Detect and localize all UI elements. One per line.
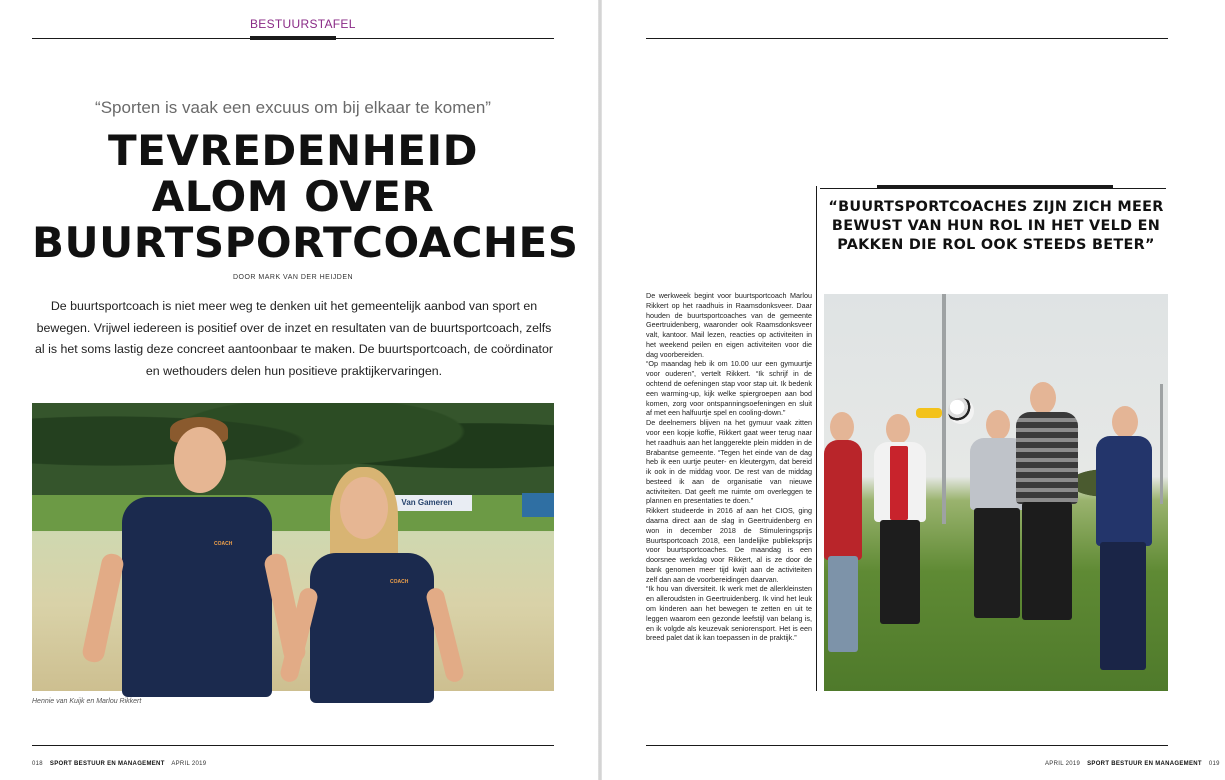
ball: [948, 398, 974, 424]
intro-paragraph: De buurtsportcoach is niet meer weg te denken uit het gemeentelijk aanbod van sport en bewegen. Vrijwel iedereen is positief over de inzet en resultaten van de buurtsportcoach, zelfs al is het soms lastig deze concreet aantoonbaar te maken. De buurtsportcoach, de coördinator en wethouders delen hun positieve praktijkervaringen.: [35, 299, 553, 378]
kid-shirt-stripe: [890, 446, 908, 520]
shirt-logo: COACH: [390, 579, 409, 585]
face: [1112, 406, 1138, 438]
pull-quote-bar: [877, 185, 1113, 189]
face: [886, 414, 910, 444]
face: [340, 477, 388, 539]
shirt: [122, 497, 272, 697]
body-column: [646, 291, 812, 643]
section-tag-bar: [250, 36, 336, 40]
magazine-name: SPORT BESTUUR EN MANAGEMENT: [1087, 761, 1202, 767]
headline-line-1: TEVREDENHEID: [108, 126, 478, 175]
byline: DOOR MARK VAN DER HEIJDEN: [232, 274, 354, 281]
face: [986, 410, 1010, 440]
page-number: 019: [1208, 761, 1220, 767]
kid-shirt: [824, 440, 862, 560]
kid-legs: [1022, 502, 1072, 620]
shirt-logo: COACH: [214, 541, 233, 547]
top-rule: [646, 38, 1168, 39]
footer-rule: [32, 745, 554, 746]
coach-female: [290, 467, 460, 697]
coaches-photo: [32, 403, 554, 691]
sponsor-banner: Van Gameren: [382, 495, 472, 511]
kid-legs: [880, 520, 920, 624]
face: [1030, 382, 1056, 414]
photo-caption: Hennie van Kuijk en Marlou Rikkert: [32, 698, 142, 705]
right-page: [602, 0, 1220, 780]
kid-legs: [828, 556, 858, 652]
section-tag: BESTUURSTAFEL: [250, 17, 356, 31]
article-quote: “Sporten is vaak een excuus om bij elkaar te komen”: [95, 98, 491, 117]
face: [830, 412, 854, 442]
headline: [32, 126, 579, 267]
light-pole: [942, 294, 946, 524]
body-paragraph: De werkweek begint voor buurtsportcoach Marlou Rikkert op het raadhuis in Raamsdonksveer. Daar houden de buurtsportcoaches van de gemeente Geertruidenberg, waaronder ook Raamsdonksveer valt, kantoor. Mail lezen, reacties op activiteiten in het weekend peilen en eigen activiteiten voor die dag voorbereiden.: [646, 291, 812, 359]
shirt: [310, 553, 434, 703]
left-page: [0, 0, 598, 780]
kid-shirt: [1016, 412, 1078, 504]
body-paragraph: Rikkert studeerde in 2016 af aan het CIOS, ging daarna direct aan de slag in Geertruidenberg en won in december 2018 de Stimuleringsprijs Buurtsportcoach 2018, een landelijke publieksprijs voor buurtsportcoaches. De maandag is een doorsnee werkdag voor Rikkert, al is ze door de bank genomen meer tijd kwijt aan de activiteiten zelf dan aan de voorbereidingen daarvan.: [646, 506, 812, 584]
page-number: 018: [32, 761, 43, 767]
footer-rule: [646, 745, 1168, 746]
korfball-basket: [916, 408, 942, 418]
issue-date: APRIL 2019: [1045, 761, 1081, 767]
kid-legs: [1100, 542, 1146, 670]
sponsor-banner-blue: [522, 493, 554, 517]
pull-quote-divider: [816, 186, 817, 691]
pull-quote: “BUURTSPORTCOACHES ZIJN ZICH MEER BEWUST VAN HUN ROL IN HET VELD EN PAKKEN DIE ROL OOK STEEDS BETER”: [828, 199, 1164, 253]
face: [174, 427, 226, 493]
coach-male: [92, 413, 292, 693]
body-paragraph: “Ik hou van diversiteit. Ik werk met de allerkleinsten en alleroudsten in Geertruidenberg. Ik vind het leuk om kinderen aan het bewegen te zetten en uit te leggen waarom een gezonde leefstijl van belang is, en ik volgde als keuzevak seniorensport. Het is een breed palet dat ik kan toepassen in de praktijk.”: [646, 584, 812, 643]
body-paragraph: De deelnemers blijven na het gymuur vaak zitten voor een kopje koffie, Rikkert gaat weer terug naar het raadhuis aan het langgerekte plein midden in de Brabantse gemeente. “Tegen het einde van de dag heb ik een uurtje peuter- en kleutergym, dat bereid ik ook in de middag voor. De rest van de middag besteed ik aan de organisatie van nieuwe activiteiten. Dat geeft me ruimte om overleggen te plannen en presentaties te doen.”: [646, 418, 812, 506]
magazine-name: SPORT BESTUUR EN MANAGEMENT: [49, 761, 165, 767]
kid-legs: [974, 508, 1020, 618]
headline-line-2: ALOM OVER: [151, 172, 435, 221]
footer-right: [1045, 761, 1225, 767]
left-arm: [81, 552, 125, 664]
kids-photo: [824, 294, 1168, 691]
footer-left: [32, 761, 211, 767]
issue-date: APRIL 2019: [171, 761, 207, 767]
body-paragraph: “Op maandag heb ik om 10.00 uur een gymuurtje voor ouderen”, vertelt Rikkert. “Ik schrijf in de ochtend de oefeningen stap voor stap uit. Ik bedenk een warming-up, kijk welke spiergroepen aan bod komen, zorg voor ontspanningsoefeningen en sluit af met een halfuurtje spel en cooling-down.”: [646, 359, 812, 418]
kid-shirt: [1096, 436, 1152, 546]
headline-line-3: BUURTSPORTCOACHES: [32, 218, 579, 267]
